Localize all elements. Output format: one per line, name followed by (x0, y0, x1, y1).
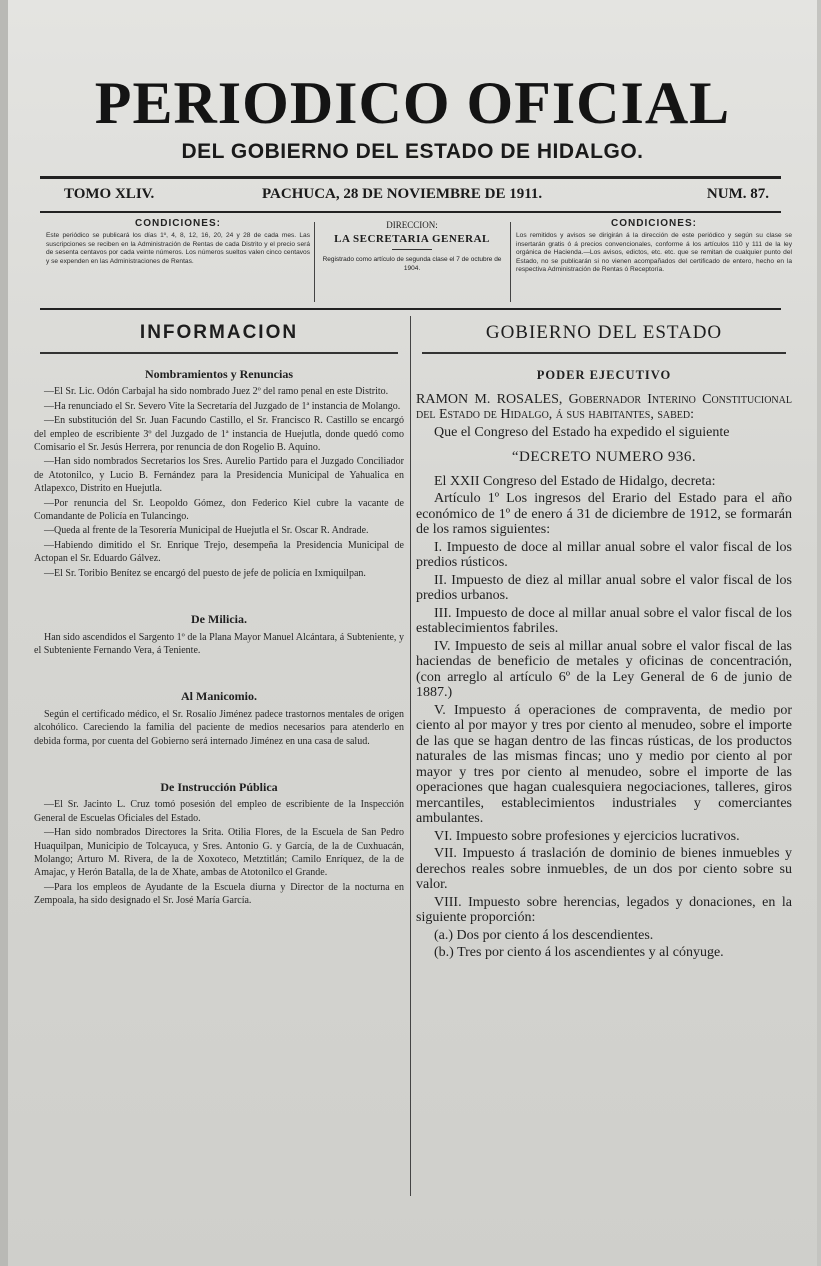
paragraph: —En substitución del Sr. Juan Facundo Castillo, el Sr. Francisco R. Castillo se encargó del empleo de escribiente 3º del Juzgado de 1ª instancia de Huejutla, donde quedó como Comisario el Sr. Jesús Herrera, por renuncia de don Rogelio B. Aquino. (34, 415, 404, 454)
tax-item: VIII. Impuesto sobre herencias, legados y donaciones, en la siguiente proporción: (416, 894, 792, 925)
tax-item: III. Impuesto de doce al millar anual sobre el valor fiscal de los establecimientos fabriles. (416, 605, 792, 636)
paragraph: Han sido ascendidos el Sargento 1º de la Plana Mayor Manuel Alcántara, á Subteniente, y el Subteniente Fernando Vera, á Teniente. (34, 631, 404, 656)
direction-box (318, 218, 506, 306)
column-divider (410, 316, 411, 1196)
conditions-box-left (46, 218, 310, 306)
section-title-education: De Instrucción Pública (160, 779, 278, 794)
conditions-left-text: Este periódico se publicará los días 1º, 4, 8, 12, 16, 20, 24 y 28 de cada mes. Las suscripciones se reciben en la Administración de Rentas de cada Distrito y el precio será de sesenta centavos por cada veinte números. Los números sueltos valen cinco centavos y se expenden en las Administraciones de Rentas. (46, 232, 310, 265)
government-column (416, 312, 792, 1206)
tax-subitem: (a.) Dos por ciento á los descendientes. (434, 927, 654, 943)
information-heading-rule (40, 352, 398, 354)
section-title-appointments: Nombramientos y Renuncias (144, 367, 293, 381)
conditions-right-title: CONDICIONES: (611, 218, 697, 229)
paragraph: —El Sr. Jacinto L. Cruz tomó posesión del empleo de escribiente de la Inspección General de Escuelas Oficiales del Estado. (34, 799, 404, 824)
paragraph: —Por renuncia del Sr. Leopoldo Gómez, don Federico Kiel cubre la vacante de Comandante de Policía en Tulancingo. (34, 497, 404, 523)
conditions-right-text: Los remitidos y avisos se dirigirán á la dirección de este periódico y según su clase se insertarán gratis ó á precios convencionales, conforme á los artículos 110 y 111 de la ley orgánica de Hacienda.—Los avisos, edictos, etc. etc. que se remitan de cualquier punto del Estado, no se publicarán si no vienen acompañados del certificado de entero, hecho en la respectiva Administración de Rentas ó Receptoría. (516, 232, 792, 273)
paragraph: Según el certificado médico, el Sr. Rosalío Jiménez padece trastornos mentales de origen alcohólico. Careciendo la familia del paciente de medios necesarios para atenderlo en debida forma, por cuenta del Gobierno será internado Jiménez en una casa de salud. (34, 708, 404, 747)
issue-number: NUM. 87. (706, 186, 769, 202)
conditions-left-title: CONDICIONES: (135, 218, 221, 229)
government-heading: GOBIERNO DEL ESTADO (485, 322, 723, 343)
issue-top-rule (40, 176, 781, 179)
direction-divider (392, 249, 432, 250)
box-divider-1 (314, 222, 315, 302)
header-boxes-rule (40, 308, 781, 310)
section-title-militia: De Milicia. (191, 612, 247, 627)
decree-title: “DECRETO NUMERO 936. (511, 449, 697, 465)
tax-item: IV. Impuesto de seis al millar anual sobre el valor fiscal de las haciendas de beneficio de metales y oficinas de concentración, (con arreglo al artículo 6º de la Ley General de 6 de junio de 1887.) (416, 638, 792, 700)
paragraph: —Para los empleos de Ayudante de la Escuela diurna y Director de la nocturna en Zempoala, ha sido designado el Sr. José María García. (34, 881, 404, 907)
paragraph: —El Sr. Toribio Benítez se encargó del puesto de jefe de policía en Ixmiquilpan. (44, 567, 366, 579)
registration-text: Registrado como artículo de segunda clase el 7 de octubre de 1904. (322, 256, 502, 272)
information-heading: INFORMACION (139, 322, 299, 343)
paragraph: Que el Congreso del Estado ha expedido el siguiente (434, 424, 730, 440)
tax-item: II. Impuesto de diez al millar anual sobre el valor fiscal de los predios urbanos. (416, 572, 792, 603)
section-gap (34, 581, 404, 603)
tax-item: VI. Impuesto sobre profesiones y ejercicios lucrativos. (434, 828, 740, 844)
paragraph: —El Sr. Lic. Odón Carbajal ha sido nombrado Juez 2º del ramo penal en este Distrito. (44, 386, 389, 398)
paragraph: —Ha renunciado el Sr. Severo Vite la Secretaría del Juzgado de 1ª instancia de Molango. (44, 400, 401, 412)
information-column (34, 312, 404, 1206)
article-1: Artículo 1º Los ingresos del Erario del Estado para el año económico de 1º de enero á 31 de diciembre de 1912, se formarán de los ramos siguientes: (416, 491, 792, 537)
issue-bottom-rule (40, 211, 781, 213)
box-divider-2 (510, 222, 511, 302)
paragraph: —Habiendo dimitido el Sr. Enrique Trejo, desempeña la Presidencia Municipal de Actopan el Sr. Eduardo Gálvez. (34, 539, 404, 565)
paragraph: El XXII Congreso del Estado de Hidalgo, decreta: (434, 473, 716, 489)
tax-item: VII. Impuesto á traslación de dominio de bienes inmuebles y derechos reales sobre inmuebles, de un dos por ciento sobre su valor. (416, 846, 792, 892)
section-gap (34, 658, 404, 680)
paragraph: —Queda al frente de la Tesorería Municipal de Huejutla el Sr. Oscar R. Andrade. (44, 525, 369, 537)
tax-item: I. Impuesto de doce al millar anual sobre el valor fiscal de los predios rústicos. (416, 539, 792, 570)
masthead-subtitle: DEL GOBIERNO DEL ESTADO DE HIDALGO. (181, 140, 644, 163)
masthead-title: PERIODICO OFICIAL (94, 70, 731, 136)
section-gap (34, 749, 404, 771)
section-title-asylum: Al Manicomio. (181, 689, 257, 704)
paragraph: —Han sido nombrados Secretarios los Sres. Aurelio Partido para el Juzgado Conciliador de Atotonilco, y Lucio B. Fernández para la Presidencia Municipal de Yahualica en Atlapexco, Distrito en Huejutla. (34, 456, 404, 495)
issue-place-date: PACHUCA, 28 DE NOVIEMBRE DE 1911. (262, 186, 543, 202)
governor-intro: RAMON M. ROSALES, Gobernador Interino Constitucional del Estado de Hidalgo, á sus habitantes, sabed: (416, 391, 792, 422)
tax-subitem: (b.) Tres por ciento á los ascendientes y al cónyuge. (434, 945, 724, 960)
paragraph: —Han sido nombrados Directores la Srita. Otilia Flores, de la Escuela de San Pedro Huaquilpan, Municipio de Tolcayuca, y Sres. Antonio G. y García, de la de Cuxhuacán, Molango; Arturo M. Rivera, de la de Xoxoteco, Metztitlán; Camilo Enríquez, de la de Amajac, y Herón Batalla, de la de Xhate, ambas de Atotonilco el Grande. (34, 827, 404, 879)
tax-item: V. Impuesto á operaciones de compraventa, de medio por ciento al por mayor y tres por ciento al menudeo, sobre el importe de las que se hagan dentro de las fincas rústicas, de los productos naturales de las mismas fincas; uno y medio por ciento al por mayor y tres por ciento al menudeo, sobre el importe de las operaciones que hagan cualesquiera negociaciones, talleres, giros mercantiles, establecimientos industriales y comerciantes ambulantes. (416, 702, 792, 826)
issue-tomo: TOMO XLIV. (64, 186, 155, 202)
direction-label: DIRECCION: (386, 220, 438, 230)
issue-line (64, 186, 769, 208)
executive-subheading: PODER EJECUTIVO (536, 368, 672, 382)
government-heading-rule (422, 352, 786, 354)
direction-name: LA SECRETARIA GENERAL (334, 233, 490, 245)
government-text (416, 368, 792, 961)
information-text (34, 368, 404, 908)
conditions-box-right (516, 218, 792, 306)
header-boxes (40, 218, 792, 306)
